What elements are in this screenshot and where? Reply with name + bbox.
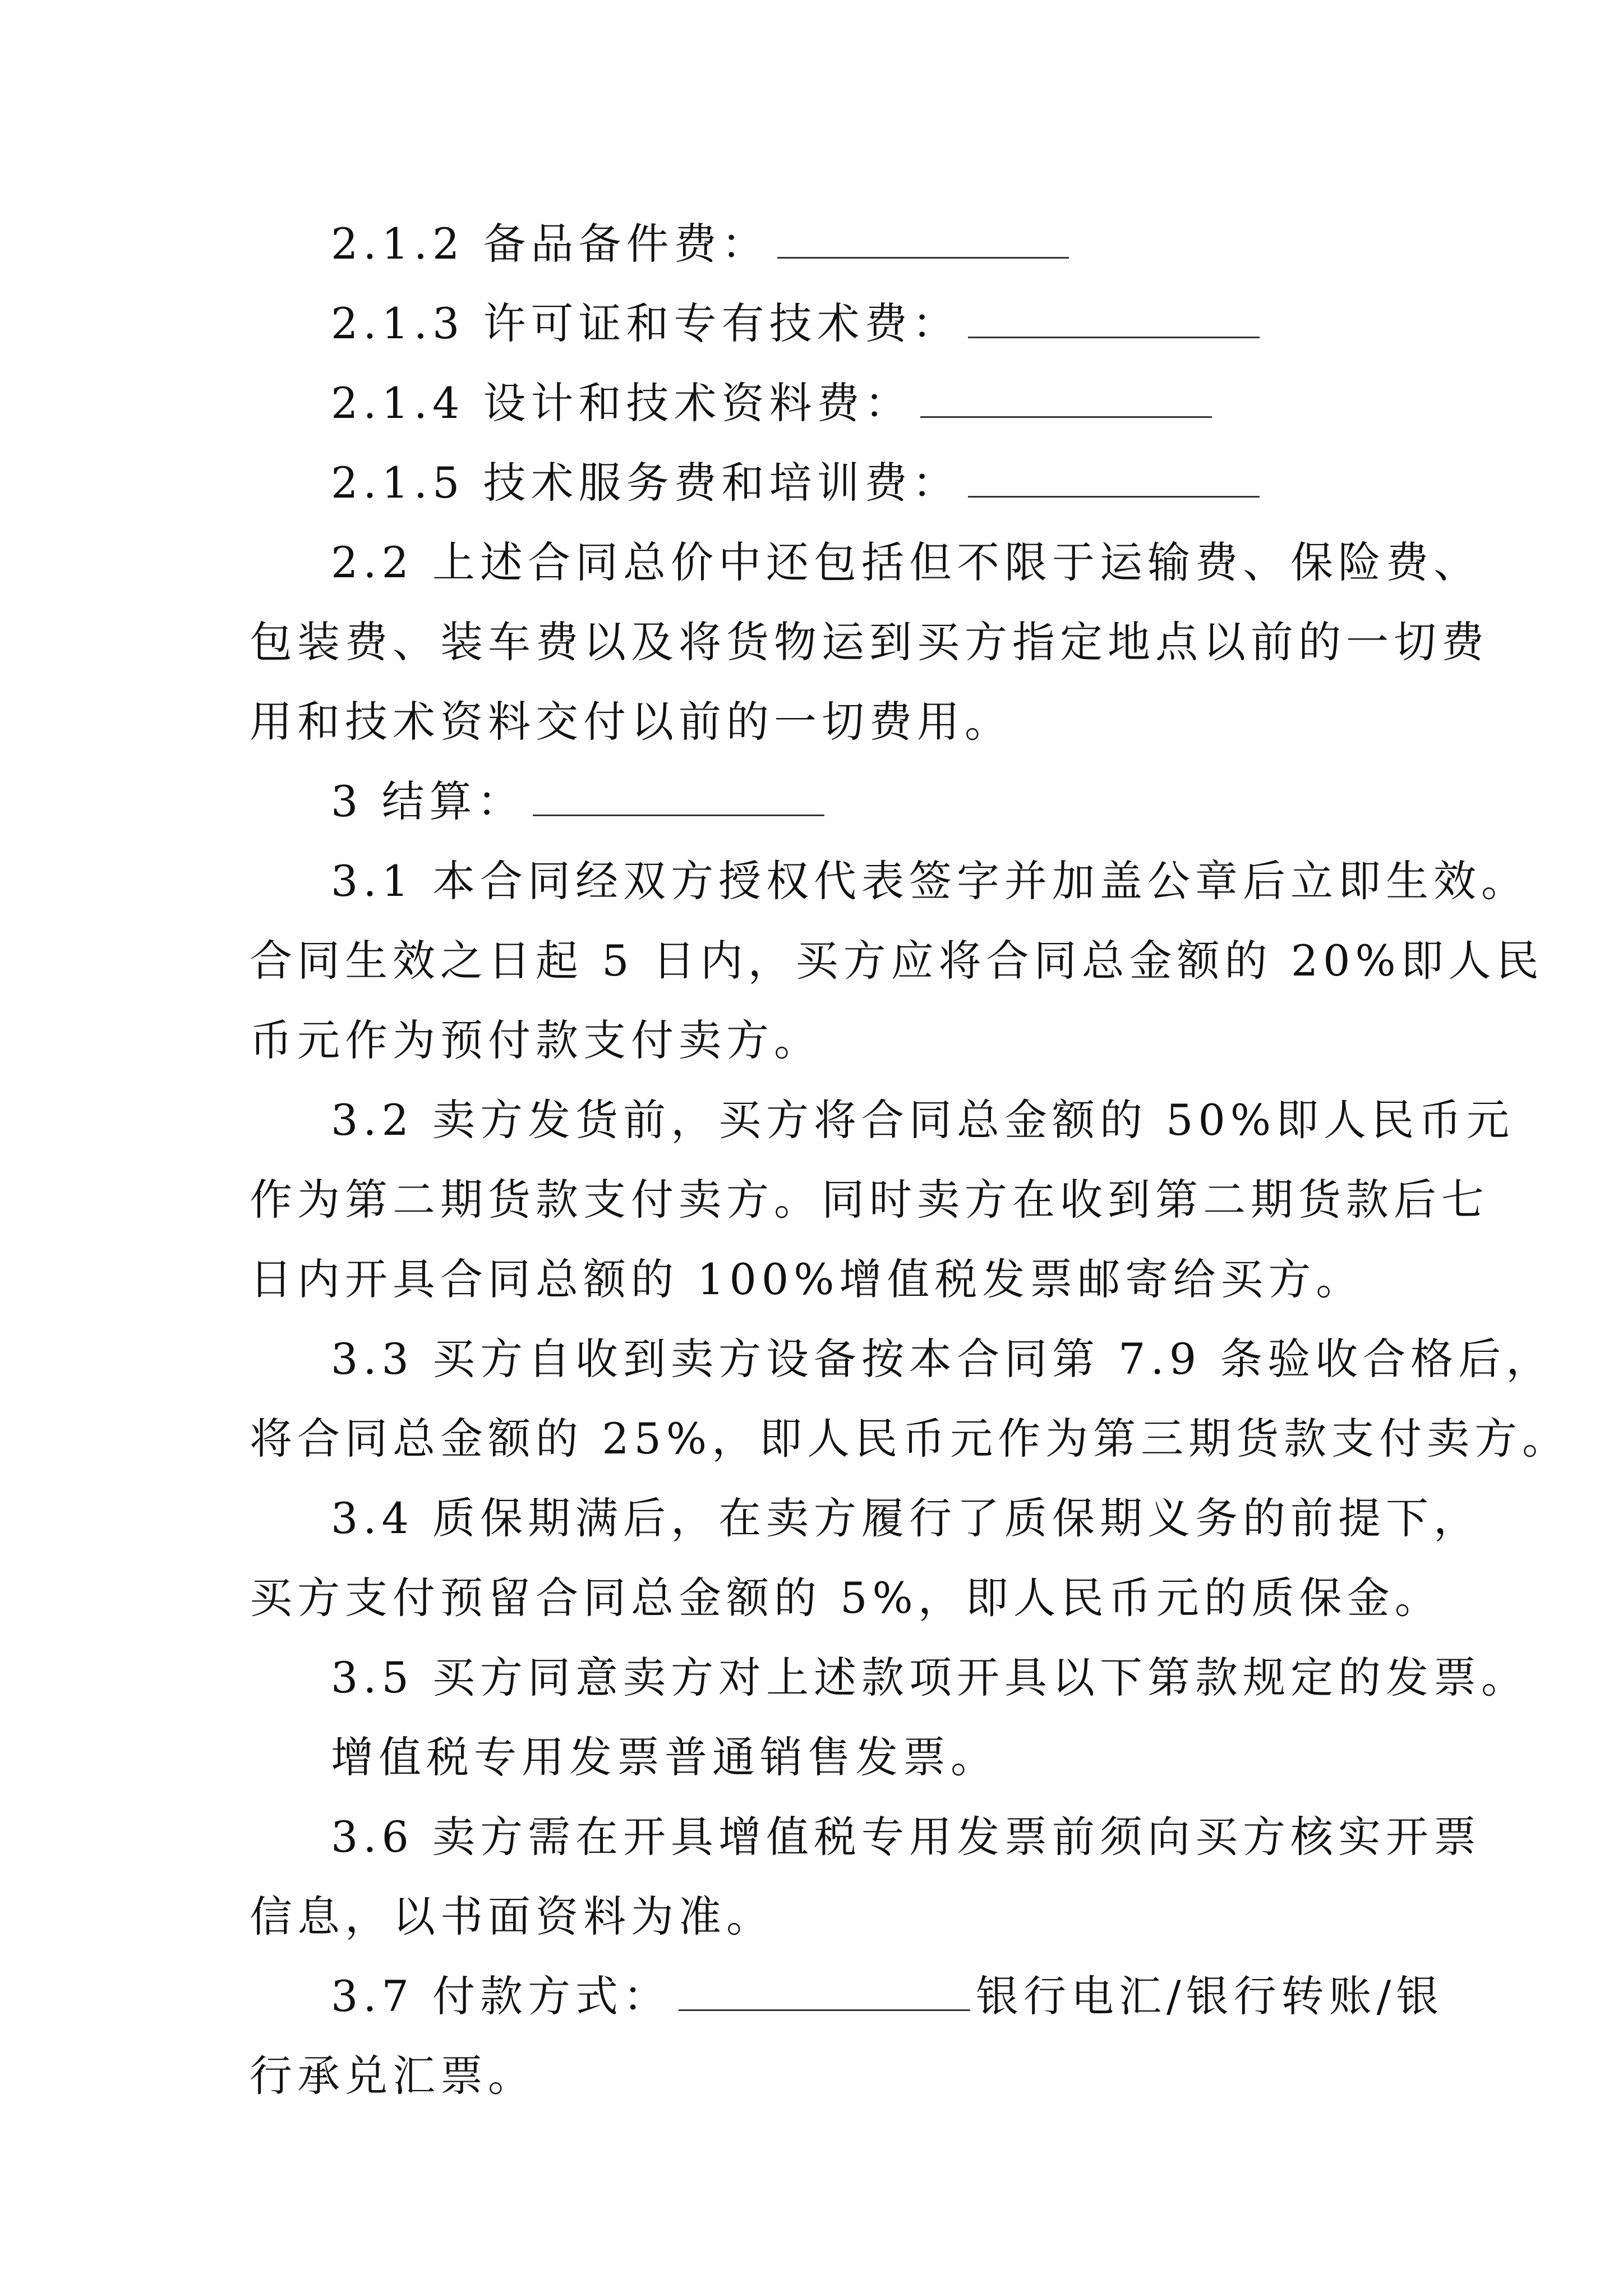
paragraph-3-4-line-1 (331, 1490, 1481, 1547)
paragraph-3-3-line-2 (250, 1411, 1570, 1467)
line-text: 3.2 卖方发货前，买方将合同总金额的 50%即人民币元 (331, 1095, 1515, 1145)
line-text: 3.3 买方自收到卖方设备按本合同第 7.9 条验收合格后， (331, 1334, 1554, 1384)
paragraph-3-2-line-2 (250, 1172, 1489, 1228)
paragraph-3-6-line-2 (250, 1889, 774, 1945)
line-text: 2.2 上述合同总价中还包括但不限于运输费、保险费、 (331, 537, 1482, 587)
line-text: 信息，以书面资料为准。 (250, 1892, 774, 1941)
line-text: 用和技术资料交付以前的一切费用。 (250, 697, 1012, 747)
line-text: 3.1 本合同经双方授权代表签字并加盖公章后立即生效。 (331, 856, 1529, 906)
line-text: 2.1.5 技术服务费和培训费： (331, 458, 960, 508)
line-text: 3.7 付款方式： (331, 1971, 671, 2021)
line-text: 2.1.2 备品备件费： (331, 219, 769, 269)
paragraph-3-2-line-1 (331, 1092, 1514, 1148)
paragraph-2-2-line-2 (250, 614, 1489, 670)
paragraph-3-1-line-2 (250, 933, 1544, 989)
paragraph-3-5-line-2 (331, 1729, 998, 1786)
fill-blank (968, 303, 1260, 338)
paragraph-3-1-line-1 (331, 853, 1529, 909)
line-text: 作为第二期货款支付卖方。同时卖方在收到第二期货款后七 (250, 1175, 1489, 1225)
fill-blank (920, 383, 1212, 418)
line-text: 2.1.4 设计和技术资料费： (331, 378, 912, 428)
line-2-1-5 (331, 455, 1260, 511)
paragraph-3-7-line-2 (250, 2048, 536, 2104)
line-text: 币元作为预付款支付卖方。 (250, 1015, 822, 1065)
line-2-1-2 (331, 216, 1069, 272)
paragraph-3-7-line-1 (331, 1968, 1444, 2024)
paragraph-3-6-line-1 (331, 1809, 1481, 1865)
line-text: 增值税专用发票普通销售发票。 (331, 1732, 998, 1782)
line-text: 2.1.3 许可证和专有技术费： (331, 298, 960, 348)
paragraph-2-2-line-3 (250, 694, 1012, 750)
line-text: 3.4 质保期满后，在卖方履行了质保期义务的前提下， (331, 1493, 1482, 1543)
line-text: 包装费、装车费以及将货物运到买方指定地点以前的一切费 (250, 617, 1489, 667)
fill-blank (533, 781, 824, 816)
line-2-1-4 (331, 375, 1212, 431)
line-text: 将合同总金额的 25%，即人民币元作为第三期货款支付卖方。 (250, 1414, 1570, 1464)
line-text: 行承兑汇票。 (250, 2051, 536, 2101)
paragraph-3-1-line-3 (250, 1013, 822, 1069)
fill-blank (968, 462, 1260, 498)
line-text: 合同生效之日起 5 日内，买方应将合同总金额的 20%即人民 (250, 936, 1544, 986)
paragraph-3-5-line-1 (331, 1650, 1529, 1706)
line-text: 3 结算： (331, 776, 525, 826)
line-text: 3.5 买方同意卖方对上述款项开具以下第款规定的发票。 (331, 1653, 1529, 1703)
line-2-1-3 (331, 296, 1260, 352)
line-text: 日内开具合同总额的 100%增值税发票邮寄给买方。 (250, 1254, 1364, 1304)
fill-blank (679, 1976, 970, 2011)
line-text: 买方支付预留合同总金额的 5%，即人民币元的质保金。 (250, 1573, 1442, 1623)
section-3-settlement (331, 774, 824, 830)
line-text-after: 银行电汇/银行转账/银 (976, 1971, 1444, 2021)
paragraph-2-2-line-1 (331, 535, 1481, 591)
paragraph-3-4-line-2 (250, 1570, 1442, 1626)
line-text: 3.6 卖方需在开具增值税专用发票前须向买方核实开票 (331, 1812, 1482, 1862)
fill-blank (777, 223, 1069, 259)
paragraph-3-3-line-1 (331, 1331, 1553, 1387)
paragraph-3-2-line-3 (250, 1251, 1363, 1308)
